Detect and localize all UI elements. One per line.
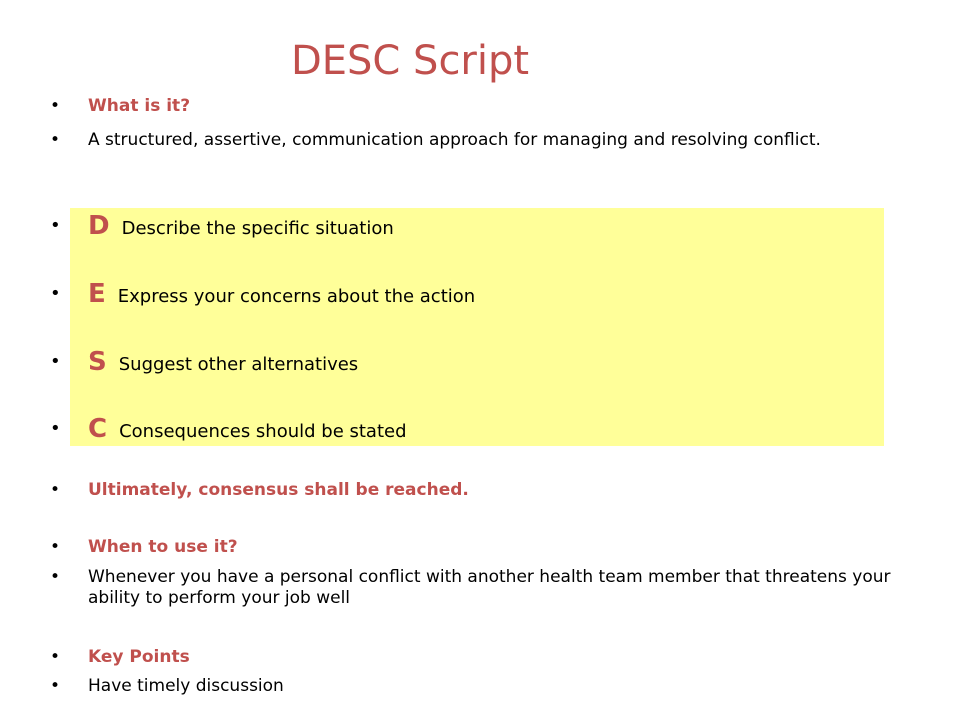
list-item-key-points [50, 647, 920, 668]
list-item-what-is-it [50, 96, 920, 117]
desc-step-text [88, 278, 920, 313]
question-when-to-use: When to use it? [88, 537, 238, 557]
desc-description: Consequences should be stated [119, 421, 407, 442]
bullet: • [50, 351, 61, 372]
desc-description: Suggest other alternatives [118, 354, 359, 375]
list-item-when-answer [50, 567, 920, 609]
desc-step-text [88, 413, 920, 448]
desc-letter: S [88, 347, 107, 377]
bullet: • [50, 537, 61, 557]
bullet: • [50, 130, 61, 150]
ultimately-text: Ultimately, consensus shall be reached. [88, 480, 469, 500]
list-item-ultimately [50, 480, 920, 501]
desc-description: Express your concerns about the action [117, 286, 476, 307]
desc-letter: E [88, 279, 106, 309]
desc-step-text [88, 346, 920, 381]
bullet: • [50, 567, 61, 587]
list-item-when-to-use [50, 537, 920, 558]
desc-letter: D [88, 211, 110, 241]
definition-text: A structured, assertive, communication approach for managing and resolving conflict. [88, 130, 821, 150]
bullet: • [50, 647, 61, 667]
desc-step-e [50, 278, 920, 313]
list-item-key-point [50, 676, 920, 697]
desc-step-text [88, 210, 920, 245]
key-point-text: Have timely discussion [88, 676, 284, 696]
desc-step-c [50, 413, 920, 448]
question-what-is-it: What is it? [88, 96, 191, 116]
desc-description: Describe the specific situation [121, 218, 394, 239]
page-title: DESC Script [290, 38, 530, 84]
bullet: • [50, 96, 61, 116]
key-points-heading: Key Points [88, 647, 190, 667]
bullet: • [50, 676, 61, 696]
bullet: • [50, 215, 61, 236]
when-answer-text: Whenever you have a personal conflict with another health team member that threatens your ability to perform your job well [88, 567, 891, 608]
bullet: • [50, 418, 61, 439]
list-item-definition [50, 130, 920, 151]
bullet: • [50, 283, 61, 304]
desc-step-d [50, 210, 920, 245]
desc-step-s [50, 346, 920, 381]
bullet: • [50, 480, 61, 500]
desc-letter: C [88, 414, 108, 444]
